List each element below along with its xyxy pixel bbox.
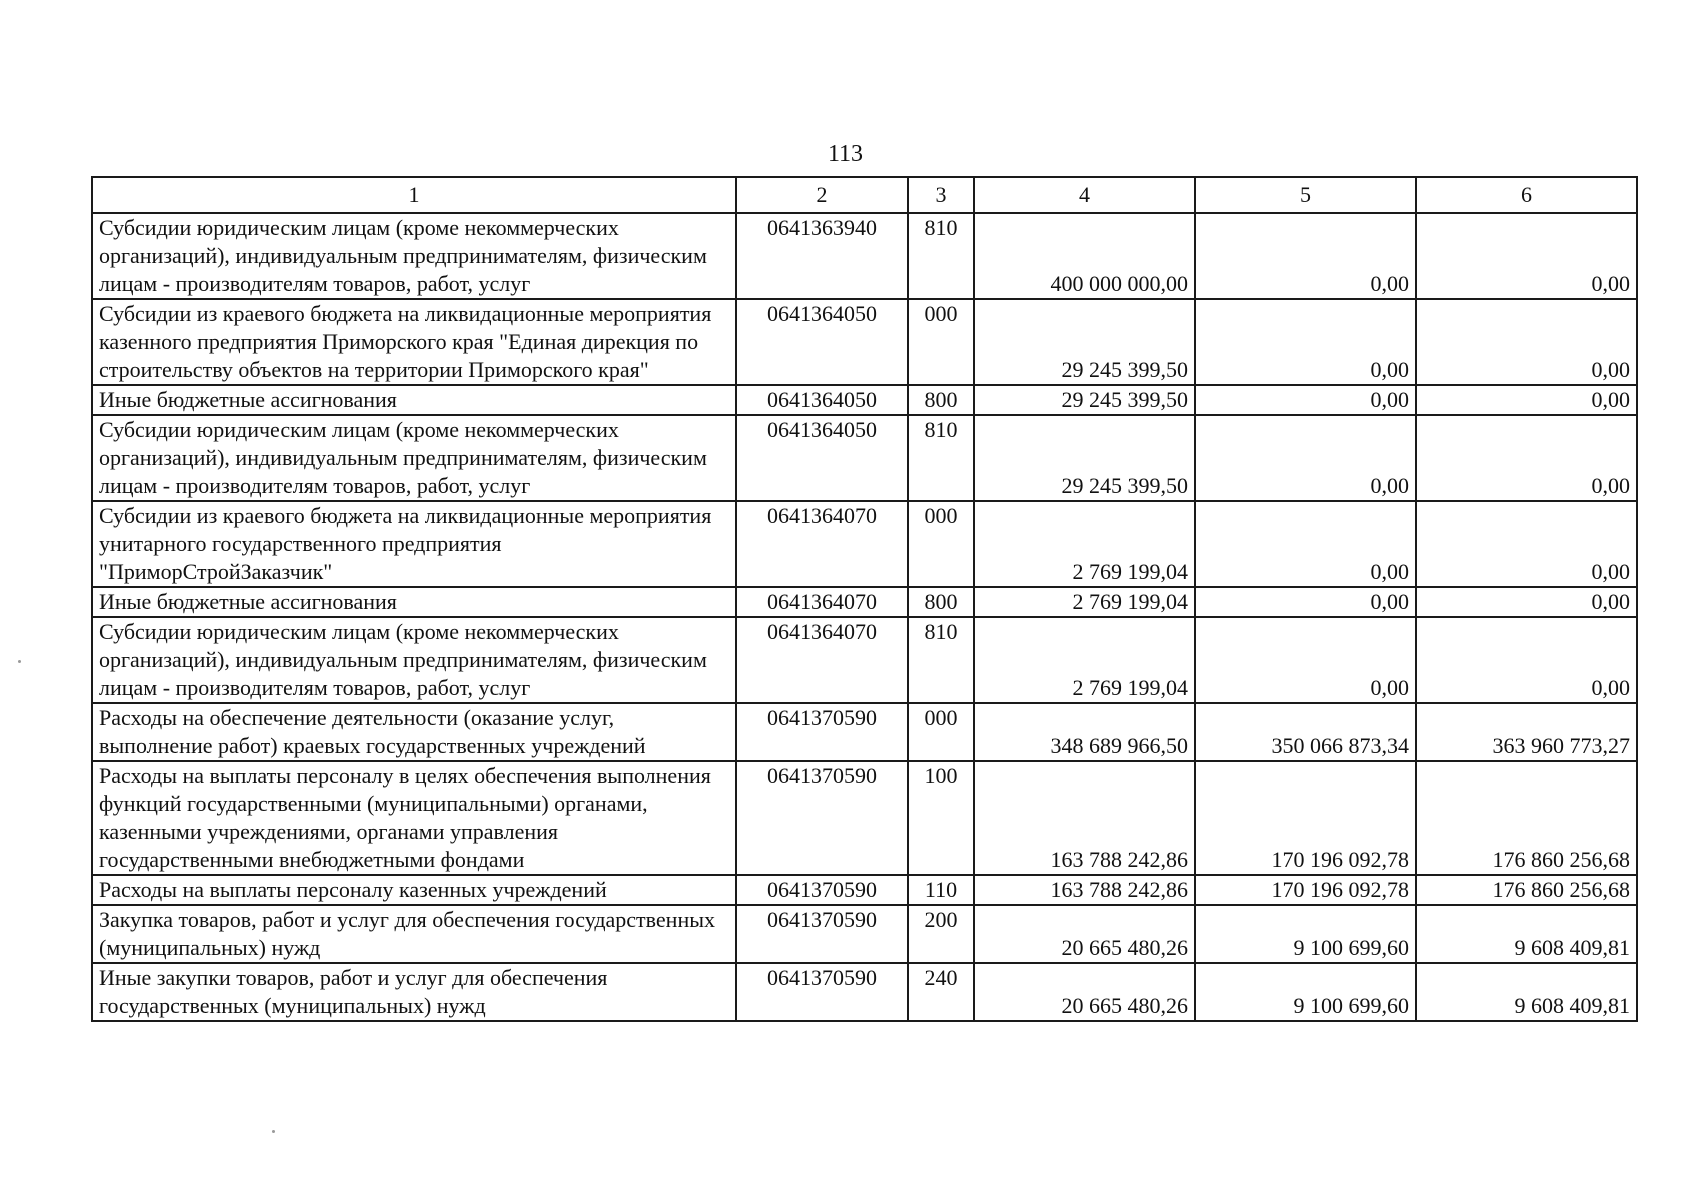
row-name: Субсидии юридическим лицам (кроме некоммерческих организаций), индивидуальным предпринимателям, физическим лицам - производителям товаров, работ, услуг bbox=[92, 213, 736, 299]
budget-table bbox=[91, 176, 1638, 1022]
row-type: 000 bbox=[908, 501, 974, 587]
row-value-5: 9 100 699,60 bbox=[1195, 905, 1416, 963]
table-row bbox=[92, 385, 1637, 415]
row-code: 0641364070 bbox=[736, 587, 908, 617]
row-value-5: 0,00 bbox=[1195, 213, 1416, 299]
row-code: 0641370590 bbox=[736, 963, 908, 1021]
row-code: 0641370590 bbox=[736, 905, 908, 963]
row-type: 810 bbox=[908, 213, 974, 299]
row-name: Расходы на обеспечение деятельности (оказание услуг, выполнение работ) краевых государственных учреждений bbox=[92, 703, 736, 761]
row-name: Субсидии юридическим лицам (кроме некоммерческих организаций), индивидуальным предпринимателям, физическим лицам - производителям товаров, работ, услуг bbox=[92, 415, 736, 501]
row-value-4: 29 245 399,50 bbox=[974, 415, 1195, 501]
scan-speck bbox=[272, 1130, 275, 1133]
column-header: 2 bbox=[736, 177, 908, 213]
row-name: Субсидии юридическим лицам (кроме некоммерческих организаций), индивидуальным предпринимателям, физическим лицам - производителям товаров, работ, услуг bbox=[92, 617, 736, 703]
row-type: 110 bbox=[908, 875, 974, 905]
row-value-6: 176 860 256,68 bbox=[1416, 761, 1637, 875]
row-value-4: 2 769 199,04 bbox=[974, 501, 1195, 587]
row-value-5: 0,00 bbox=[1195, 617, 1416, 703]
row-value-5: 350 066 873,34 bbox=[1195, 703, 1416, 761]
row-value-4: 20 665 480,26 bbox=[974, 905, 1195, 963]
row-code: 0641370590 bbox=[736, 761, 908, 875]
row-value-6: 176 860 256,68 bbox=[1416, 875, 1637, 905]
row-value-5: 9 100 699,60 bbox=[1195, 963, 1416, 1021]
row-type: 200 bbox=[908, 905, 974, 963]
row-code: 0641364070 bbox=[736, 617, 908, 703]
row-value-5: 0,00 bbox=[1195, 587, 1416, 617]
row-type: 240 bbox=[908, 963, 974, 1021]
row-value-6: 0,00 bbox=[1416, 415, 1637, 501]
row-value-5: 170 196 092,78 bbox=[1195, 761, 1416, 875]
row-type: 800 bbox=[908, 587, 974, 617]
row-value-6: 0,00 bbox=[1416, 213, 1637, 299]
row-value-4: 163 788 242,86 bbox=[974, 761, 1195, 875]
row-value-6: 0,00 bbox=[1416, 385, 1637, 415]
row-type: 810 bbox=[908, 415, 974, 501]
row-name: Субсидии из краевого бюджета на ликвидационные мероприятия унитарного государственного предприятия "ПриморСтройЗаказчик" bbox=[92, 501, 736, 587]
row-value-4: 2 769 199,04 bbox=[974, 617, 1195, 703]
row-value-4: 2 769 199,04 bbox=[974, 587, 1195, 617]
row-name: Закупка товаров, работ и услуг для обеспечения государственных (муниципальных) нужд bbox=[92, 905, 736, 963]
row-name: Субсидии из краевого бюджета на ликвидационные мероприятия казенного предприятия Приморского края "Единая дирекция по строительству объектов на территории Приморского края" bbox=[92, 299, 736, 385]
row-type: 100 bbox=[908, 761, 974, 875]
row-type: 000 bbox=[908, 703, 974, 761]
row-value-4: 400 000 000,00 bbox=[974, 213, 1195, 299]
row-type: 810 bbox=[908, 617, 974, 703]
row-code: 0641370590 bbox=[736, 703, 908, 761]
table-row bbox=[92, 501, 1637, 587]
row-value-6: 9 608 409,81 bbox=[1416, 963, 1637, 1021]
row-name: Расходы на выплаты персоналу в целях обеспечения выполнения функций государственными (муниципальными) органами, казенными учреждениями, органами управления государственными внебюджетными фондами bbox=[92, 761, 736, 875]
row-value-5: 0,00 bbox=[1195, 385, 1416, 415]
table-row bbox=[92, 213, 1637, 299]
column-header: 3 bbox=[908, 177, 974, 213]
row-value-6: 363 960 773,27 bbox=[1416, 703, 1637, 761]
column-header: 5 bbox=[1195, 177, 1416, 213]
row-value-6: 0,00 bbox=[1416, 299, 1637, 385]
row-name: Расходы на выплаты персоналу казенных учреждений bbox=[92, 875, 736, 905]
row-value-4: 29 245 399,50 bbox=[974, 299, 1195, 385]
row-code: 0641364050 bbox=[736, 415, 908, 501]
row-name: Иные бюджетные ассигнования bbox=[92, 385, 736, 415]
header-row bbox=[92, 177, 1637, 213]
table-row bbox=[92, 587, 1637, 617]
table-row bbox=[92, 617, 1637, 703]
scan-speck bbox=[18, 660, 21, 663]
row-code: 0641363940 bbox=[736, 213, 908, 299]
row-type: 800 bbox=[908, 385, 974, 415]
row-value-5: 170 196 092,78 bbox=[1195, 875, 1416, 905]
row-value-4: 20 665 480,26 bbox=[974, 963, 1195, 1021]
table-row bbox=[92, 299, 1637, 385]
row-value-5: 0,00 bbox=[1195, 299, 1416, 385]
page-number: 113 bbox=[827, 141, 864, 167]
row-value-4: 348 689 966,50 bbox=[974, 703, 1195, 761]
table-row bbox=[92, 875, 1637, 905]
row-value-6: 0,00 bbox=[1416, 501, 1637, 587]
row-value-6: 0,00 bbox=[1416, 587, 1637, 617]
row-type: 000 bbox=[908, 299, 974, 385]
table-row bbox=[92, 415, 1637, 501]
row-code: 0641364050 bbox=[736, 385, 908, 415]
row-value-4: 29 245 399,50 bbox=[974, 385, 1195, 415]
row-value-5: 0,00 bbox=[1195, 415, 1416, 501]
row-code: 0641364050 bbox=[736, 299, 908, 385]
column-header: 1 bbox=[92, 177, 736, 213]
row-value-6: 9 608 409,81 bbox=[1416, 905, 1637, 963]
row-value-6: 0,00 bbox=[1416, 617, 1637, 703]
table-row bbox=[92, 761, 1637, 875]
table-row bbox=[92, 905, 1637, 963]
column-header: 4 bbox=[974, 177, 1195, 213]
row-name: Иные закупки товаров, работ и услуг для обеспечения государственных (муниципальных) нужд bbox=[92, 963, 736, 1021]
table-row bbox=[92, 963, 1637, 1021]
row-code: 0641370590 bbox=[736, 875, 908, 905]
row-name: Иные бюджетные ассигнования bbox=[92, 587, 736, 617]
table-row bbox=[92, 703, 1637, 761]
column-header: 6 bbox=[1416, 177, 1637, 213]
row-code: 0641364070 bbox=[736, 501, 908, 587]
row-value-5: 0,00 bbox=[1195, 501, 1416, 587]
row-value-4: 163 788 242,86 bbox=[974, 875, 1195, 905]
